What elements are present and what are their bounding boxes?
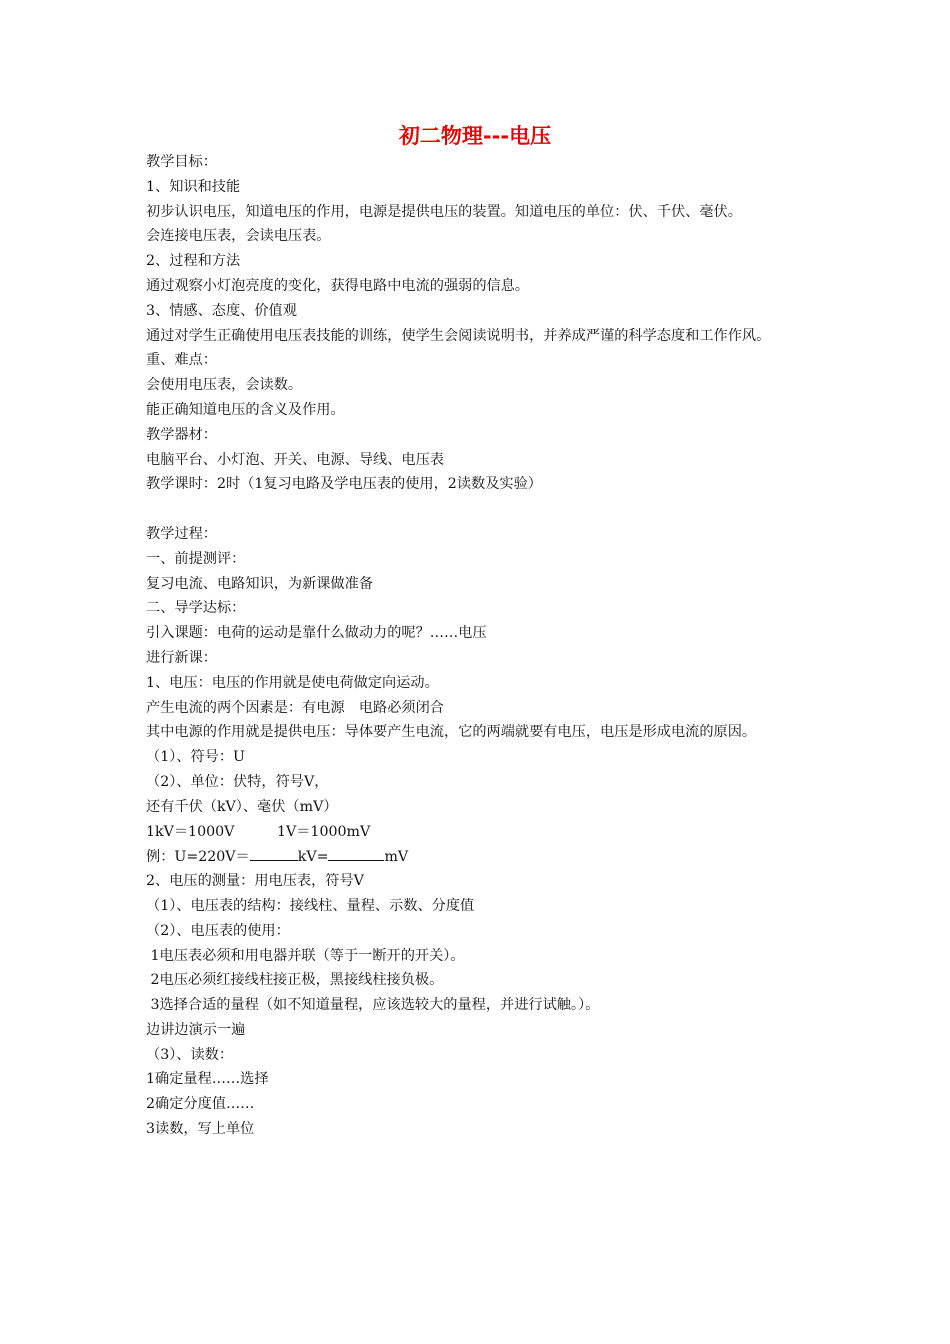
- answer-blank-mv: [328, 844, 384, 861]
- text-line: 边讲边演示一遍: [146, 1021, 246, 1038]
- answer-blank-kv: [250, 844, 298, 861]
- text-line: 通过观察小灯泡亮度的变化，获得电路中电流的强弱的信息。: [146, 277, 530, 294]
- blank-line: [146, 497, 806, 522]
- text-line: 1电压表必须和用电器并联（等于一断开的开关）。: [146, 947, 465, 964]
- text-line: 二、导学达标：: [146, 600, 246, 617]
- example-line: [146, 844, 806, 869]
- text-line: 进行新课：: [146, 649, 217, 666]
- text-line: （2）、电压表的使用：: [146, 922, 290, 939]
- text-line: 电脑平台、小灯泡、开关、电源、导线、电压表: [146, 451, 444, 468]
- document-title: 初二物理---电压: [398, 124, 552, 148]
- example-suffix: mV: [384, 849, 409, 866]
- text-paragraph: 通过对学生正确使用电压表技能的训练，使学生会阅读说明书，并养成严谨的科学态度和工作作风。: [146, 327, 771, 344]
- text-line: 3读数，写上单位: [146, 1121, 255, 1138]
- text-line: （1）、符号：U: [146, 749, 246, 766]
- text-line: 重、难点：: [146, 352, 217, 369]
- text-line: 会连接电压表，会读电压表。: [146, 228, 331, 245]
- text-line: （1）、电压表的结构：接线柱、量程、示数、分度值: [146, 897, 475, 914]
- text-line: 能正确知道电压的含义及作用。: [146, 401, 345, 418]
- text-line: 教学器材：: [146, 426, 217, 443]
- text-line: 1、知识和技能: [146, 178, 241, 195]
- text-line: 会使用电压表，会读数。: [146, 377, 303, 394]
- text-line: 教学目标：: [146, 154, 217, 170]
- text-line: （3）、读数：: [146, 1046, 234, 1063]
- text-line: 2电压必须红接线柱接正极，黑接线柱接负极。: [146, 972, 444, 989]
- text-line: 1确定量程……选择: [146, 1071, 269, 1088]
- text-line: 教学过程：: [146, 525, 217, 542]
- text-line: 复习电流、电路知识，为新课做准备: [146, 575, 374, 592]
- document-body: [146, 150, 806, 1142]
- example-prefix: 例：U=220V＝: [146, 849, 250, 866]
- text-line: 2确定分度值……: [146, 1096, 255, 1113]
- text-line: 1kV＝1000V 1V＝1000mV: [146, 823, 371, 840]
- text-line: 3选择合适的量程（如不知道量程，应该选较大的量程，并进行试触。）。: [146, 997, 600, 1014]
- text-line: 还有千伏（kV）、毫伏（mV）: [146, 798, 338, 815]
- text-line: 一、前提测评：: [146, 550, 246, 567]
- text-line: （2）、单位：伏特，符号V，: [146, 773, 329, 790]
- text-line: 2、电压的测量：用电压表，符号V: [146, 873, 364, 890]
- text-line: 引入课题：电荷的运动是靠什么做动力的呢？……电压: [146, 625, 487, 642]
- text-line: 3、情感、态度、价值观: [146, 302, 297, 319]
- example-mid: kV=: [297, 849, 329, 866]
- text-paragraph: 初步认识电压，知道电压的作用，电源是提供电压的装置。知道电压的单位：伏、千伏、毫伏。: [146, 203, 742, 220]
- text-line: 教学课时：2时（1复习电路及学电压表的使用，2读数及实验）: [146, 476, 542, 493]
- text-line: 1、电压：电压的作用就是使电荷做定向运动。: [146, 674, 439, 691]
- text-line: 产生电流的两个因素是：有电源 电路必须闭合: [146, 699, 444, 716]
- text-line: 2、过程和方法: [146, 253, 241, 270]
- text-paragraph: 其中电源的作用就是提供电压：导体要产生电流，它的两端就要有电压，电压是形成电流的原因。: [146, 724, 757, 741]
